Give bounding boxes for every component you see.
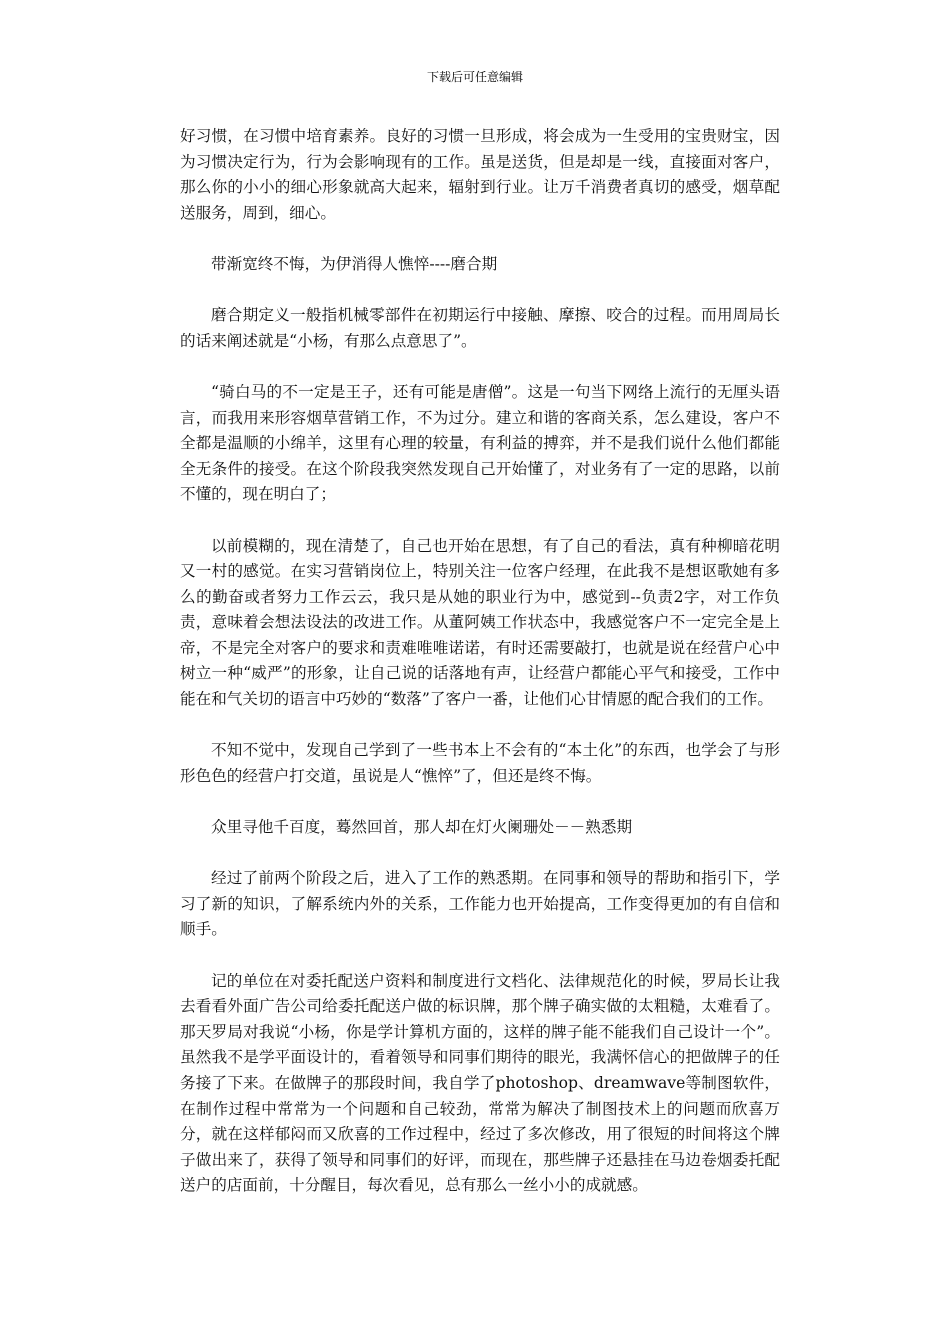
- paragraph-white-horse: “骑白马的不一定是王子，还有可能是唐僧”。这是一句当下网络上流行的无厘头语言，而我用来形容烟草营销工作，不为过分。建立和谐的客商关系，怎么建设，客户不全都是温顺的小绵羊，这里有心理的较量，有利益的搏弈，并不是我们说什么他们都能全无条件的接受。在这个阶段我突然发现自己开始懂了，对业务有了一定的思路，以前不懂的，现在明白了；: [180, 382, 780, 504]
- paragraph-clarity: 以前模糊的，现在清楚了，自己也开始在思想，有了自己的看法，真有种柳暗花明又一村的感觉。在实习营销岗位上，特别关注一位客户经理，在此我不是想讴歌她有多么的勤奋或者努力工作云云，我只是从她的职业行为中，感觉到--负责2字，对工作负责，意味着会想法设法的改进工作。从董阿姨工作状态中，我感觉客户不一定完全是上帝，不是完全对客户的要求和责难唯唯诺诺，有时还需要敲打，也就是说在经营户心中树立一种“威严”的形象，让自己说的话落地有声，让经营户都能心平气和接受，工作中能在和气关切的语言中巧妙的“数落”了客户一番，让他们心甘情愿的配合我们的工作。: [180, 536, 780, 709]
- section-heading-running-in: 带渐宽终不悔，为伊消得人憔悴----磨合期: [211, 254, 498, 273]
- paragraph-familiar-period: 经过了前两个阶段之后，进入了工作的熟悉期。在同事和领导的帮助和指引下，学习了新的知识，了解系统内外的关系，工作能力也开始提高，工作变得更加的有自信和顺手。: [180, 869, 780, 939]
- paragraph-running-in-definition: 磨合期定义一般指机械零部件在初期运行中接触、摩擦、咬合的过程。而用周局长的话来阐述就是“小杨，有那么点意思了”。: [180, 306, 780, 350]
- section-heading-familiar: 众里寻他千百度，蓦然回首，那人却在灯火阑珊处－－熟悉期: [211, 818, 633, 837]
- document-body: [180, 124, 780, 1199]
- paragraph-sign-design: 记的单位在对委托配送户资料和制度进行文档化、法律规范化的时候，罗局长让我去看看外面广告公司给委托配送户做的标识牌，那个牌子确实做的太粗糙，太难看了。那天罗局对我说“小杨，你是学计算机方面的，这样的牌子能不能我们自己设计一个”。虽然我不是学平面设计的，看着领导和同事们期待的眼光，我满怀信心的把做牌子的任务接了下来。在做牌子的那段时间，我自学了photoshop、dreamwave等制图软件，在制作过程中常常为一个问题和自己较劲，常常为解决了制图技术上的问题而欣喜万分，就在这样郁闷而又欣喜的工作过程中，经过了多次修改，用了很短的时间将这个牌子做出来了，获得了领导和同事们的好评，而现在，那些牌子还悬挂在马边卷烟委托配送户的店面前，十分醒目，每次看见，总有那么一丝小小的成就感。: [180, 971, 780, 1195]
- paragraph-habit: 好习惯，在习惯中培育素养。良好的习惯一旦形成，将会成为一生受用的宝贵财宝，因为习惯决定行为，行为会影响现有的工作。虽是送货，但是却是一线，直接面对客户，那么你的小小的细心形象就高大起来，辐射到行业。让万千消费者真切的感受，烟草配送服务，周到，细心。: [180, 127, 780, 222]
- paragraph-localization: 不知不觉中，发现自己学到了一些书本上不会有的“本土化”的东西，也学会了与形形色色的经营户打交道，虽说是人“憔悴”了，但还是终不悔。: [180, 741, 780, 785]
- page-header: 下载后可任意编辑: [426, 70, 523, 84]
